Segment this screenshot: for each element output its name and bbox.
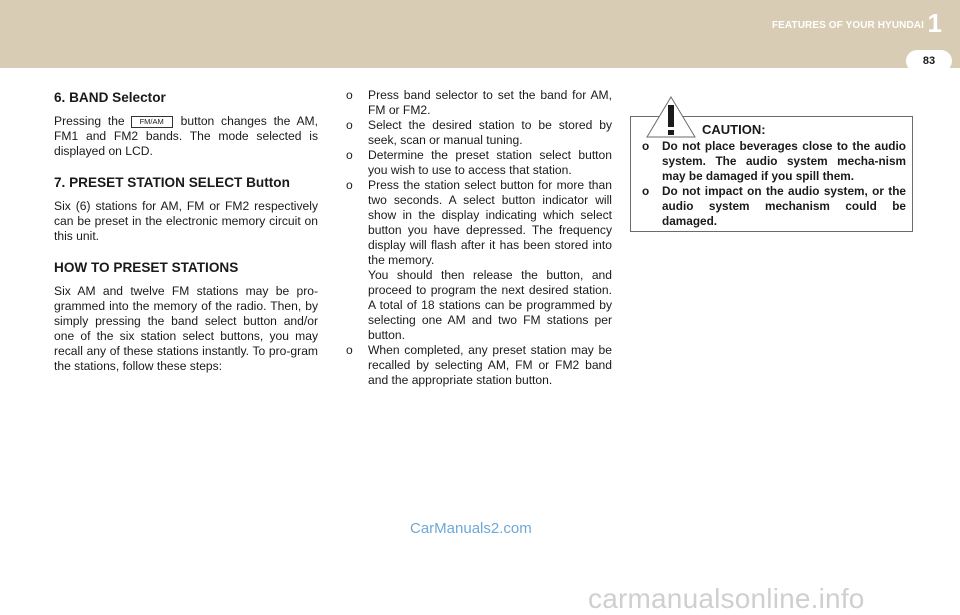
chapter-number: 1 (927, 8, 942, 38)
section-title: FEATURES OF YOUR HYUNDAI (771, 20, 924, 31)
step-continuation: You should then release the button, and proceed to program the next desired station. A total of 18 stations can be programmed by selecting one AM and two FM stations per button. (368, 268, 612, 342)
bullet: o (346, 88, 353, 102)
left-column (54, 88, 318, 374)
list-item: o Press the station select button for more than two seconds. A select button indicator will show in the display indicating which select button you have depressed. The frequency display will flash after it has been stored into the memory. You should then release the button, and proceed to program the next desired station. A total of 18 stations can be programmed by selecting one AM and two FM stations per button. (346, 178, 612, 342)
list-item: o Press band selector to set the band for AM, FM or FM2. (346, 88, 612, 117)
middle-column (346, 88, 612, 388)
band-selector-heading: 6. BAND Selector (54, 90, 166, 105)
band-text-before: Pressing the (54, 114, 125, 128)
bullet: o (346, 343, 353, 357)
how-to-preset-text: Six AM and twelve FM stations may be pro-grammed into the memory of the radio. Then, by simply pressing the band select button and/or one of the six station select buttons, you may recall any of these stations instantly. To pro-gram the stations, follow these steps: (54, 284, 318, 373)
band-text-after: button changes the AM, FM1 and FM2 bands. The mode selected is displayed on LCD. (54, 114, 318, 158)
preset-select-heading: 7. PRESET STATION SELECT Button (54, 175, 290, 190)
preset-select-text: Six (6) stations for AM, FM or FM2 respectively can be preset in the electronic memory circuit on this unit. (54, 199, 318, 243)
page-header (0, 0, 960, 68)
caution-title: CAUTION: (702, 122, 766, 137)
list-item: o Determine the preset station select button you wish to use to access that station. (346, 148, 612, 177)
bullet: o (642, 184, 650, 198)
bullet: o (346, 178, 353, 192)
watermark-link[interactable]: CarManuals2.com (410, 520, 532, 537)
warning-triangle-icon (646, 96, 696, 138)
bullet: o (346, 148, 353, 162)
list-item: o Do not impact on the audio system, or the audio system mechanism could be damaged. (642, 184, 906, 228)
how-to-preset-heading: HOW TO PRESET STATIONS (54, 260, 239, 275)
fm-am-button-label: FM/AM (131, 116, 173, 128)
band-selector-text (54, 114, 318, 159)
preset-steps-list (346, 88, 612, 388)
list-item: o Do not place beverages close to the audio system. The audio system mecha-nism may be damaged if you spill them. (642, 139, 906, 183)
bullet: o (346, 118, 353, 132)
bullet: o (642, 139, 650, 153)
list-item: o Select the desired station to be stored by seek, scan or manual tuning. (346, 118, 612, 147)
page-number: 83 (906, 50, 952, 72)
watermark-footer: carmanualsonline.info (588, 583, 865, 614)
list-item: o When completed, any preset station may be recalled by selecting AM, FM or FM2 band and the appropriate station button. (346, 343, 612, 387)
caution-list (642, 139, 906, 229)
